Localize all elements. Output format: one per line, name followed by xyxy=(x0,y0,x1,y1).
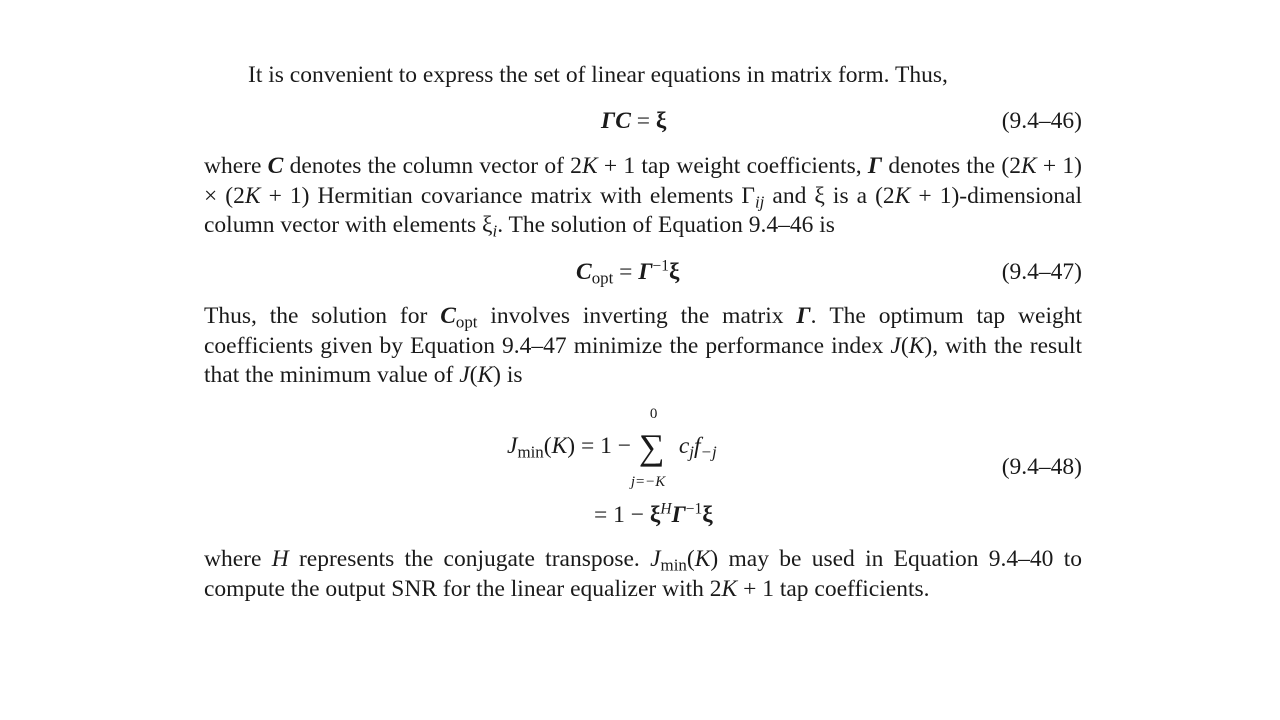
subscript-opt: opt xyxy=(455,312,478,332)
paragraph-intro xyxy=(248,61,1082,91)
gamma-symbol: Γ xyxy=(671,502,686,528)
k-symbol: K xyxy=(477,362,494,388)
equation-9-4-47 xyxy=(576,257,680,287)
intro-text: It is convenient to express the set of linear equations in matrix form. Thus, xyxy=(248,62,948,88)
j-symbol: J xyxy=(650,546,661,572)
xi-symbol: ξ xyxy=(649,502,661,528)
text-run: represents the conjugate transpose. xyxy=(288,546,651,572)
sum-upper-limit: 0 xyxy=(649,405,658,422)
j-symbol: J xyxy=(890,332,901,359)
paren: ( xyxy=(543,433,552,459)
k-symbol: K xyxy=(1020,153,1037,179)
subscript-ij: ij xyxy=(754,192,765,212)
equation-9-4-48-line1 xyxy=(507,405,717,490)
c-symbol: C xyxy=(267,153,284,179)
gamma-symbol: Γ xyxy=(638,259,653,285)
k-symbol: K xyxy=(581,153,598,179)
xi-symbol: ξ xyxy=(655,108,667,134)
k-symbol: K xyxy=(551,433,568,459)
k-symbol: K xyxy=(721,575,738,602)
xi-symbol: ξ xyxy=(669,259,680,285)
j-symbol: J xyxy=(507,433,518,459)
text-run: = 1 − xyxy=(575,433,637,459)
paragraph-definitions xyxy=(204,152,1082,241)
paragraph-solution xyxy=(204,302,1082,391)
superscript-inverse: −1 xyxy=(652,257,670,275)
text-run: Thus, the solution for xyxy=(204,303,441,329)
text-run: where xyxy=(204,153,268,179)
subscript-min: min xyxy=(660,555,687,575)
paren: ) xyxy=(567,433,576,459)
superscript-inverse: −1 xyxy=(685,500,703,518)
superscript-h: H xyxy=(660,500,672,518)
text-run: = 1 − xyxy=(594,502,650,528)
text-run: involves inverting the matrix xyxy=(477,303,797,329)
equation-9-4-46 xyxy=(601,106,666,136)
j-symbol: J xyxy=(459,362,470,388)
subscript-opt: opt xyxy=(591,268,614,288)
paragraph-conclusion xyxy=(204,545,1082,604)
k-symbol: K xyxy=(694,546,711,572)
text-run: + 1 tap weight coefficients, xyxy=(597,153,868,179)
k-symbol: K xyxy=(894,182,911,209)
subscript-j: j xyxy=(689,442,694,462)
equals-sign: = xyxy=(613,259,639,285)
text-run: ( xyxy=(469,362,478,388)
text-run: ) is xyxy=(493,362,523,388)
subscript-min: min xyxy=(517,442,544,462)
text-run: . The optimum tap weight coefficients given by Equation 9.4–47 minimize the performance index xyxy=(204,303,1082,359)
text-run: and ξ is a (2 xyxy=(764,182,895,209)
text-run: denotes the (2 xyxy=(882,153,1021,179)
k-symbol: K xyxy=(244,182,261,209)
equation-number-48: (9.4–48) xyxy=(1001,454,1082,480)
f-symbol: f xyxy=(694,433,701,459)
text-run: ), with the result that the minimum value of xyxy=(204,332,1082,388)
text-run: ) may be used in Equation 9.4–40 to compute the output SNR for the linear equalizer with 2 xyxy=(204,546,1082,602)
gamma-symbol: Γ xyxy=(601,108,616,134)
equation-number-47: (9.4–47) xyxy=(1001,259,1082,285)
text-run: + 1 tap coefficients. xyxy=(737,575,930,602)
text-run: denotes the column vector of 2 xyxy=(283,153,582,179)
sum-lower-limit: j=−K xyxy=(630,473,666,490)
text-run: . The solution of Equation 9.4–46 is xyxy=(497,212,835,238)
text-run: + 1) × (2 xyxy=(204,153,1082,209)
equals-sign: = xyxy=(630,108,656,134)
text-run: + 1)-dimensional column vector with elements ξ xyxy=(204,182,1082,238)
text-run: ( xyxy=(900,332,909,359)
gamma-symbol: Γ xyxy=(867,153,883,179)
summation xyxy=(630,405,679,490)
subscript-minus-j: −j xyxy=(700,442,717,462)
equation-9-4-48-line2 xyxy=(594,500,713,530)
text-run: where xyxy=(204,546,272,572)
text-run: ( xyxy=(686,546,695,572)
c-symbol: c xyxy=(678,433,690,459)
sigma-symbol: ∑ xyxy=(638,426,665,467)
k-symbol: K xyxy=(908,332,925,359)
h-symbol: H xyxy=(271,546,289,572)
equation-number-46: (9.4–46) xyxy=(1001,108,1082,134)
c-symbol: C xyxy=(576,259,592,285)
text-run: + 1) Hermitian covariance matrix with elements Γ xyxy=(260,182,755,209)
c-symbol: C xyxy=(440,303,456,329)
subscript-i: i xyxy=(492,221,498,241)
xi-symbol: ξ xyxy=(702,502,713,528)
gamma-symbol: Γ xyxy=(796,303,811,329)
c-symbol: C xyxy=(615,108,631,134)
